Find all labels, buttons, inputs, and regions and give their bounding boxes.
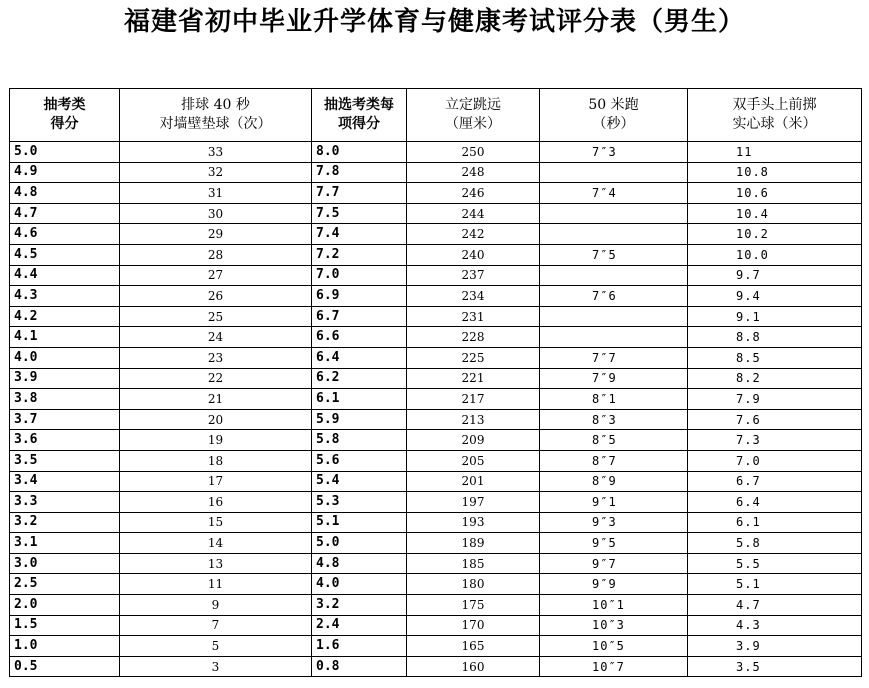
table-row [10, 512, 862, 533]
page-title: 福建省初中毕业升学体育与健康考试评分表（男生） [123, 7, 745, 37]
table-row [10, 533, 862, 554]
table-row [10, 615, 862, 636]
cell-medicine-ball: 9.4 [688, 286, 862, 307]
table-row [10, 265, 862, 286]
cell-50m-run: 9″3 [540, 512, 688, 533]
table-row [10, 409, 862, 430]
cell-volleyball: 7 [120, 615, 312, 636]
cell-50m-run: 10″1 [540, 595, 688, 616]
cell-medicine-ball: 3.9 [688, 636, 862, 657]
cell-long-jump: 228 [407, 327, 540, 348]
cell-score-draw: 1.0 [10, 636, 120, 657]
cell-score-draw: 4.9 [10, 162, 120, 183]
cell-medicine-ball: 7.6 [688, 409, 862, 430]
cell-medicine-ball: 11 [688, 142, 862, 163]
cell-50m-run: 7″6 [540, 286, 688, 307]
cell-medicine-ball: 9.7 [688, 265, 862, 286]
cell-50m-run [540, 265, 688, 286]
cell-medicine-ball: 5.8 [688, 533, 862, 554]
cell-50m-run [540, 327, 688, 348]
cell-long-jump: 237 [407, 265, 540, 286]
cell-medicine-ball: 10.4 [688, 203, 862, 224]
cell-score-select: 7.7 [312, 183, 407, 204]
cell-long-jump: 189 [407, 533, 540, 554]
header-score-select: 抽选考类每 项得分 [312, 89, 407, 142]
table-row [10, 450, 862, 471]
cell-long-jump: 221 [407, 368, 540, 389]
cell-score-draw: 2.0 [10, 595, 120, 616]
cell-long-jump: 160 [407, 656, 540, 677]
cell-50m-run [540, 162, 688, 183]
cell-score-select: 5.1 [312, 512, 407, 533]
table-row [10, 244, 862, 265]
cell-long-jump: 242 [407, 224, 540, 245]
cell-medicine-ball: 5.5 [688, 553, 862, 574]
cell-score-select: 7.4 [312, 224, 407, 245]
cell-medicine-ball: 10.2 [688, 224, 862, 245]
cell-score-draw: 3.0 [10, 553, 120, 574]
cell-score-draw: 5.0 [10, 142, 120, 163]
table-row [10, 471, 862, 492]
cell-long-jump: 234 [407, 286, 540, 307]
cell-volleyball: 20 [120, 409, 312, 430]
cell-score-select: 6.1 [312, 389, 407, 410]
cell-score-draw: 0.5 [10, 656, 120, 677]
cell-volleyball: 27 [120, 265, 312, 286]
header-50m-run: 50 米跑 （秒） [540, 89, 688, 142]
cell-long-jump: 175 [407, 595, 540, 616]
cell-50m-run [540, 306, 688, 327]
cell-score-select: 7.2 [312, 244, 407, 265]
cell-score-draw: 3.6 [10, 430, 120, 451]
cell-volleyball: 30 [120, 203, 312, 224]
table-row [10, 347, 862, 368]
cell-score-select: 7.5 [312, 203, 407, 224]
cell-50m-run: 9″5 [540, 533, 688, 554]
cell-score-draw: 3.8 [10, 389, 120, 410]
cell-volleyball: 25 [120, 306, 312, 327]
cell-50m-run: 10″7 [540, 656, 688, 677]
cell-long-jump: 225 [407, 347, 540, 368]
cell-score-select: 6.2 [312, 368, 407, 389]
header-long-jump: 立定跳远 （厘米） [407, 89, 540, 142]
table-header [10, 89, 862, 142]
cell-long-jump: 205 [407, 450, 540, 471]
cell-volleyball: 14 [120, 533, 312, 554]
cell-volleyball: 19 [120, 430, 312, 451]
cell-score-select: 8.0 [312, 142, 407, 163]
cell-volleyball: 31 [120, 183, 312, 204]
header-medicine-ball: 双手头上前掷 实心球（米） [688, 89, 862, 142]
cell-medicine-ball: 10.8 [688, 162, 862, 183]
cell-long-jump: 201 [407, 471, 540, 492]
cell-score-select: 7.0 [312, 265, 407, 286]
cell-score-select: 7.8 [312, 162, 407, 183]
cell-score-draw: 4.1 [10, 327, 120, 348]
table-row [10, 327, 862, 348]
cell-volleyball: 23 [120, 347, 312, 368]
cell-volleyball: 9 [120, 595, 312, 616]
table-row [10, 656, 862, 677]
cell-volleyball: 22 [120, 368, 312, 389]
cell-score-draw: 1.5 [10, 615, 120, 636]
table-row [10, 492, 862, 513]
cell-score-select: 2.4 [312, 615, 407, 636]
cell-score-draw: 4.8 [10, 183, 120, 204]
cell-score-draw: 4.6 [10, 224, 120, 245]
cell-long-jump: 250 [407, 142, 540, 163]
cell-50m-run: 9″7 [540, 553, 688, 574]
cell-score-draw: 3.1 [10, 533, 120, 554]
cell-score-draw: 4.5 [10, 244, 120, 265]
cell-score-select: 5.8 [312, 430, 407, 451]
cell-score-select: 5.9 [312, 409, 407, 430]
cell-long-jump: 209 [407, 430, 540, 451]
cell-medicine-ball: 3.5 [688, 656, 862, 677]
cell-score-select: 4.0 [312, 574, 407, 595]
cell-medicine-ball: 7.0 [688, 450, 862, 471]
table-row [10, 142, 862, 163]
cell-medicine-ball: 10.6 [688, 183, 862, 204]
table-row [10, 203, 862, 224]
cell-score-draw: 4.0 [10, 347, 120, 368]
cell-medicine-ball: 10.0 [688, 244, 862, 265]
cell-score-draw: 4.7 [10, 203, 120, 224]
table-row [10, 286, 862, 307]
score-table [9, 88, 862, 677]
table-row [10, 224, 862, 245]
cell-score-draw: 2.5 [10, 574, 120, 595]
header-score-draw: 抽考类 得分 [10, 89, 120, 142]
cell-long-jump: 170 [407, 615, 540, 636]
table-row [10, 553, 862, 574]
cell-50m-run: 10″3 [540, 615, 688, 636]
cell-score-select: 6.7 [312, 306, 407, 327]
cell-volleyball: 5 [120, 636, 312, 657]
cell-score-select: 4.8 [312, 553, 407, 574]
cell-long-jump: 165 [407, 636, 540, 657]
table-row [10, 183, 862, 204]
cell-score-draw: 4.2 [10, 306, 120, 327]
cell-medicine-ball: 7.9 [688, 389, 862, 410]
cell-long-jump: 240 [407, 244, 540, 265]
cell-50m-run: 8″7 [540, 450, 688, 471]
cell-50m-run: 7″7 [540, 347, 688, 368]
cell-score-draw: 3.4 [10, 471, 120, 492]
table-row [10, 430, 862, 451]
table-row [10, 595, 862, 616]
cell-volleyball: 13 [120, 553, 312, 574]
cell-50m-run: 9″1 [540, 492, 688, 513]
table-row [10, 636, 862, 657]
cell-long-jump: 193 [407, 512, 540, 533]
cell-volleyball: 33 [120, 142, 312, 163]
cell-volleyball: 3 [120, 656, 312, 677]
cell-score-select: 5.3 [312, 492, 407, 513]
cell-score-select: 3.2 [312, 595, 407, 616]
cell-score-select: 1.6 [312, 636, 407, 657]
cell-long-jump: 197 [407, 492, 540, 513]
cell-long-jump: 246 [407, 183, 540, 204]
cell-score-draw: 3.5 [10, 450, 120, 471]
cell-long-jump: 248 [407, 162, 540, 183]
cell-medicine-ball: 5.1 [688, 574, 862, 595]
cell-volleyball: 26 [120, 286, 312, 307]
table-row [10, 368, 862, 389]
cell-50m-run: 8″5 [540, 430, 688, 451]
cell-volleyball: 29 [120, 224, 312, 245]
cell-volleyball: 17 [120, 471, 312, 492]
cell-score-select: 6.9 [312, 286, 407, 307]
cell-50m-run: 8″9 [540, 471, 688, 492]
cell-volleyball: 21 [120, 389, 312, 410]
cell-long-jump: 180 [407, 574, 540, 595]
cell-50m-run: 7″4 [540, 183, 688, 204]
cell-long-jump: 217 [407, 389, 540, 410]
cell-50m-run [540, 224, 688, 245]
cell-medicine-ball: 9.1 [688, 306, 862, 327]
cell-medicine-ball: 6.4 [688, 492, 862, 513]
cell-50m-run: 8″1 [540, 389, 688, 410]
table-row [10, 306, 862, 327]
cell-long-jump: 213 [407, 409, 540, 430]
cell-volleyball: 28 [120, 244, 312, 265]
cell-volleyball: 11 [120, 574, 312, 595]
cell-volleyball: 16 [120, 492, 312, 513]
cell-score-draw: 3.9 [10, 368, 120, 389]
table-row [10, 389, 862, 410]
cell-score-draw: 4.4 [10, 265, 120, 286]
cell-score-select: 0.8 [312, 656, 407, 677]
table-body [10, 142, 862, 677]
cell-50m-run: 7″3 [540, 142, 688, 163]
cell-score-select: 5.0 [312, 533, 407, 554]
cell-score-draw: 3.3 [10, 492, 120, 513]
cell-volleyball: 32 [120, 162, 312, 183]
cell-score-select: 5.6 [312, 450, 407, 471]
cell-score-draw: 3.2 [10, 512, 120, 533]
cell-score-select: 6.6 [312, 327, 407, 348]
cell-volleyball: 15 [120, 512, 312, 533]
cell-volleyball: 18 [120, 450, 312, 471]
table-row [10, 162, 862, 183]
cell-50m-run: 9″9 [540, 574, 688, 595]
cell-50m-run: 10″5 [540, 636, 688, 657]
cell-score-draw: 3.7 [10, 409, 120, 430]
cell-50m-run: 8″3 [540, 409, 688, 430]
cell-long-jump: 244 [407, 203, 540, 224]
cell-medicine-ball: 8.2 [688, 368, 862, 389]
cell-volleyball: 24 [120, 327, 312, 348]
cell-medicine-ball: 6.7 [688, 471, 862, 492]
cell-50m-run: 7″9 [540, 368, 688, 389]
cell-score-select: 6.4 [312, 347, 407, 368]
header-row [10, 89, 862, 142]
cell-50m-run: 7″5 [540, 244, 688, 265]
cell-score-select: 5.4 [312, 471, 407, 492]
header-volleyball: 排球 40 秒 对墙壁垫球（次） [120, 89, 312, 142]
cell-medicine-ball: 8.8 [688, 327, 862, 348]
cell-medicine-ball: 7.3 [688, 430, 862, 451]
cell-long-jump: 231 [407, 306, 540, 327]
cell-50m-run [540, 203, 688, 224]
cell-medicine-ball: 8.5 [688, 347, 862, 368]
cell-medicine-ball: 6.1 [688, 512, 862, 533]
cell-medicine-ball: 4.3 [688, 615, 862, 636]
cell-long-jump: 185 [407, 553, 540, 574]
cell-medicine-ball: 4.7 [688, 595, 862, 616]
cell-score-draw: 4.3 [10, 286, 120, 307]
table-row [10, 574, 862, 595]
